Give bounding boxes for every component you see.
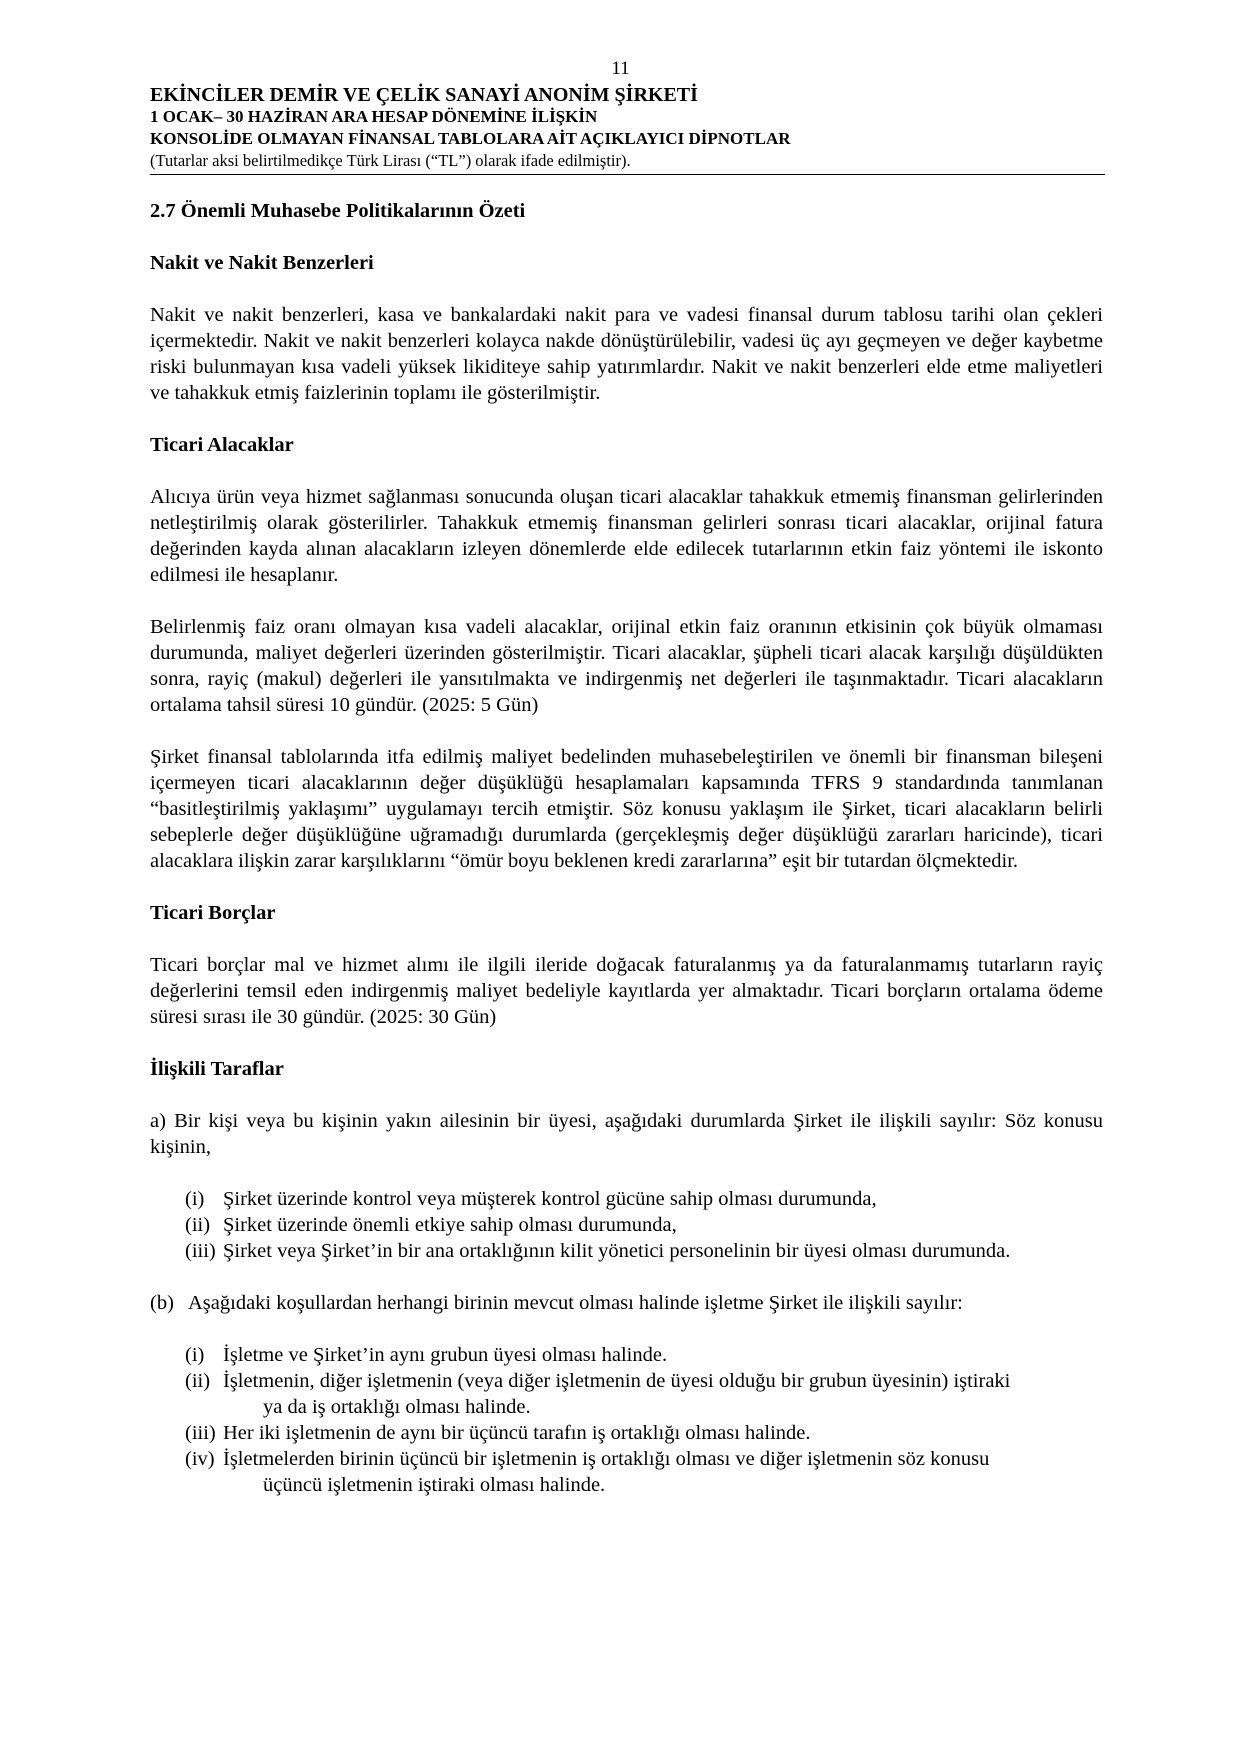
list-item-text: Şirket üzerinde önemli etkiye sahip olması durumunda, (223, 1214, 677, 1236)
list-item (150, 1368, 1103, 1394)
receivables-paragraph-3: Şirket finansal tablolarında itfa edilmiş maliyet bedelinden muhasebeleştirilen ve önemli bir finansman bileşeni içermeyen ticari alacaklarının değer düşüklüğü hesaplamaları kapsamında TFRS 9 standardında tanımlanan “basitleştirilmiş yaklaşımı” uygulamayı tercih etmiştir. Söz konusu yaklaşım ile Şirket, ticari alacakların belirli sebeplerle değer düşüklüğüne uğramadığı durumlarda (gerçekleşmiş değer düşüklüğü zararları haricinde), ticari alacaklara ilişkin zarar karşılıklarını “ömür boyu beklenen kredi zararlarına” eşit bir tutardan ölçmektedir. (150, 746, 1103, 872)
payables-title: Ticari Borçlar (150, 902, 276, 924)
list-marker: (i) (185, 1188, 205, 1210)
header-company: EKİNCİLER DEMİR VE ÇELİK SANAYİ ANONİM ŞİRKETİ (150, 84, 698, 106)
list-marker: (i) (185, 1344, 205, 1366)
list-item (150, 1238, 1103, 1264)
list-item-text: İşletmelerden birinin üçüncü bir işletmenin iş ortaklığı olması ve diğer işletmenin söz konusu (223, 1448, 990, 1470)
list-item-text: Şirket üzerinde kontrol veya müşterek kontrol gücüne sahip olması durumunda, (223, 1188, 877, 1210)
list-marker: (iii) (185, 1240, 216, 1262)
related-a-list (150, 1186, 1103, 1264)
related-b-list (150, 1342, 1103, 1498)
cash-paragraph: Nakit ve nakit benzerleri, kasa ve bankalardaki nakit para ve vadesi finansal durum tablosu tarihi olan çekleri içermektedir. Nakit ve nakit benzerleri kolayca nakde dönüştürülebilir, vadesi üç ayı geçmeyen ve değer kaybetme riski bulunmayan kısa vadeli yüksek likiditeye sahip yatırımlardır. Nakit ve nakit benzerleri elde etme maliyetleri ve tahakkuk etmiş faizlerinin toplamı ile gösterilmiştir. (150, 304, 1103, 404)
related-b-intro-text: Aşağıdaki koşullardan herhangi birinin mevcut olması halinde işletme Şirket ile ilişkili sayılır: (188, 1292, 963, 1314)
receivables-paragraph-2: Belirlenmiş faiz oranı olmayan kısa vadeli alacaklar, orijinal etkin faiz oranının etkisinin çok büyük olmaması durumunda, maliyet değerleri üzerinden gösterilmiştir. Ticari alacaklar, şüpheli ticari alacak karşılığı düşüldükten sonra, rayiç (makul) değerleri ile yansıtılmakta ve indirgenmiş net değerleri ile taşınmaktadır. Ticari alacakların ortalama tahsil süresi 10 gündür. (2025: 5 Gün) (150, 616, 1103, 716)
list-item-continuation: ya da iş ortaklığı olması halinde. (263, 1396, 531, 1418)
list-marker: (iii) (185, 1422, 216, 1444)
list-marker: (ii) (185, 1214, 211, 1236)
list-item (150, 1420, 1103, 1446)
page-number: 11 (611, 58, 630, 79)
list-item (150, 1342, 1103, 1368)
list-marker: (b) (150, 1292, 174, 1314)
payables-paragraph: Ticari borçlar mal ve hizmet alımı ile ilgili ileride doğacak faturalanmış ya da faturalanmamış tutarların rayiç değerlerini temsil eden indirgenmiş maliyet bedeliyle kayıtlarda yer almaktadır. Ticari borçların ortalama ödeme süresi sırası ile 30 gündür. (2025: 30 Gün) (150, 954, 1103, 1028)
document-body (150, 198, 1103, 1498)
list-item (150, 1212, 1103, 1238)
list-item-text: İşletmenin, diğer işletmenin (veya diğer işletmenin de üyesi olduğu bir grubun üyesinin) iştiraki (223, 1370, 1011, 1392)
related-parties-title: İlişkili Taraflar (150, 1058, 284, 1080)
list-item-text: Her iki işletmenin de aynı bir üçüncü tarafın iş ortaklığı olması halinde. (223, 1422, 811, 1444)
list-marker: (ii) (185, 1370, 211, 1392)
list-item (150, 1446, 1103, 1472)
header-period: 1 OCAK– 30 HAZİRAN ARA HESAP DÖNEMİNE İLİŞKİN (150, 107, 598, 126)
list-item-text: İşletme ve Şirket’in aynı grubun üyesi olması halinde. (223, 1344, 668, 1366)
document-header (150, 84, 1105, 175)
related-a-intro: a) Bir kişi veya bu kişinin yakın ailesinin bir üyesi, aşağıdaki durumlarda Şirket ile ilişkili sayılır: Söz konusu kişinin, (150, 1110, 1103, 1158)
list-marker: (iv) (185, 1448, 215, 1470)
receivables-paragraph-1: Alıcıya ürün veya hizmet sağlanması sonucunda oluşan ticari alacaklar tahakkuk etmemiş finansman gelirlerinden netleştirilmiş olarak gösterilirler. Tahakkuk etmemiş finansman gelirleri sonrası ticari alacaklar, orijinal fatura değerinden kayda alınan alacakların izleyen dönemlerde elde edilecek tutarlarının etkin faiz yöntemi ile iskonto edilmesi ile hesaplanır. (150, 486, 1103, 586)
list-item (150, 1186, 1103, 1212)
header-notes: KONSOLİDE OLMAYAN FİNANSAL TABLOLARA AİT AÇIKLAYICI DİPNOTLAR (150, 129, 791, 148)
related-b-intro (150, 1290, 1103, 1316)
section-title: 2.7 Önemli Muhasebe Politikalarının Özeti (150, 200, 526, 222)
receivables-title: Ticari Alacaklar (150, 434, 294, 456)
cash-title: Nakit ve Nakit Benzerleri (150, 252, 374, 274)
list-item-text: Şirket veya Şirket’in bir ana ortaklığının kilit yönetici personelinin bir üyesi olması durumunda. (223, 1240, 1011, 1262)
list-item-continuation: üçüncü işletmenin iştiraki olması halinde. (263, 1474, 606, 1496)
header-currency-note: (Tutarlar aksi belirtilmedikçe Türk Lirası (“TL”) olarak ifade edilmiştir). (150, 151, 631, 170)
